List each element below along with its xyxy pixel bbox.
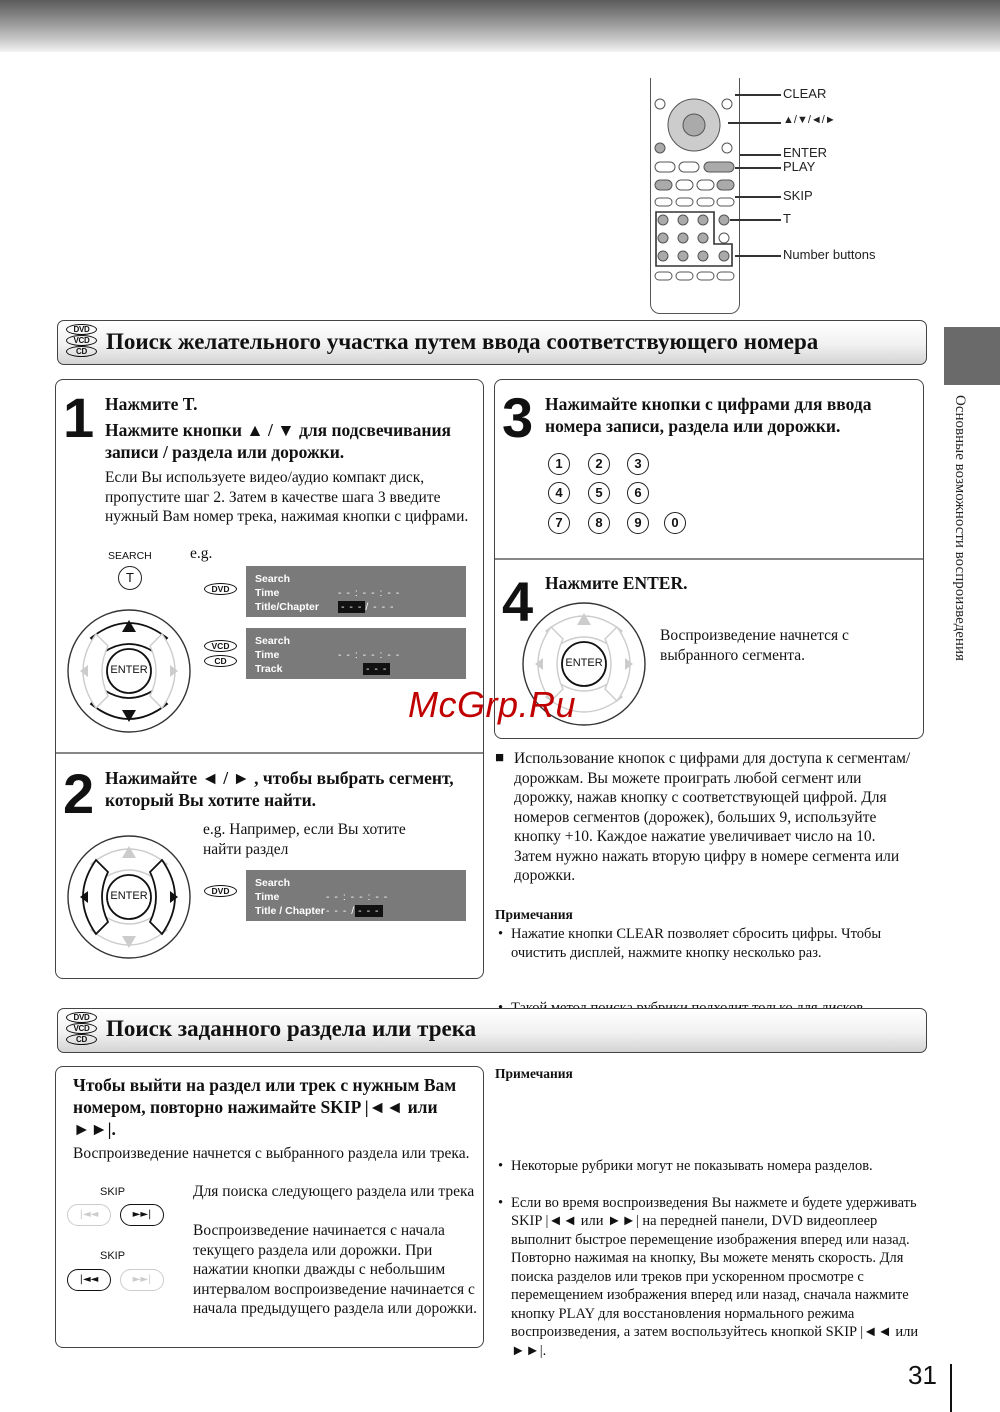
number-key-6: 6 [627,482,649,504]
notes-heading: Примечания [495,1066,573,1081]
label-number-buttons: Number buttons [783,247,876,262]
osd-title-chapter-label: Title/Chapter [255,601,319,613]
dvd-disc-icon: DVD [204,885,237,897]
osd-search-vcd-cd [246,628,466,679]
dvd-disc-icon: DVD [204,583,237,595]
osd-time-value: - - : - - : - - [326,891,389,903]
osd-search-dvd [246,566,466,617]
chapter-tab-marker [944,327,1000,385]
label-play: PLAY [783,159,816,174]
step-3-heading: Нажимайте кнопки с цифрами для ввода номера записи, раздела или дорожки. [545,394,872,436]
highlighted-field: - - - [363,663,390,675]
leader-line [728,122,781,124]
skip-next-button-dim: ►►| [120,1269,164,1291]
skip-heading: Чтобы выйти на раздел или трек с нужным Вам номером, повторно нажимайте SKIP |◄◄ или ►►|. [73,1075,457,1139]
osd-time-value: - - : - - : - - [338,649,401,661]
note-item: • Некоторые рубрики могут не показывать номера разделов. [498,1158,873,1174]
skip-label: SKIP [100,1186,126,1198]
leader-line [740,154,781,156]
chapter-side-label: Основные возможности воспроизведения [952,395,968,661]
section-header-chapter-search [57,1008,927,1053]
number-key-0: 0 [664,512,686,534]
label-clear: CLEAR [783,86,827,101]
step-1-line1: Нажмите T. [105,394,198,414]
step-2-eg: e.g. Например, если Вы хотите найти раздел [203,821,406,858]
highlighted-field: - - - [338,601,365,613]
skip-prev-button: |◄◄ [67,1269,111,1291]
cd-disc-icon: CD [204,655,237,667]
info-text: Использование кнопок с цифрами для доступа к сегментам/дорожкам. Вы можете проиграть любой сегмент или дорожку, нажав кнопку с соответствующей цифрой. Для номеров сегментов (дорожек), больших 9, используйте кнопку +10. Каждое нажатие увеличивает число на 10. Затем нужно нажать вторую цифру в номере сегмента или дорожки. [514,750,911,884]
step-2-number: 2 [63,762,95,825]
note-item: • Если во время воспроизведения Вы нажмете и будете удерживать SKIP |◄◄ или ►►| на передней панели, DVD видеоплеер выполнит быстрое перемещение изображения вперед или назад. Повторно нажимая на кнопку, Вы можете менять скорость. Для поиска разделов или треков при ускоренном просмотре с перемещением изображения вперед или назад, сначала нажмите кнопку PLAY для восстановления нормального режима воспроизведения, а затем воспользуйтесь кнопкой SKIP |◄◄ или ►►|. [498,1194,919,1359]
square-bullet-icon: ■ [495,750,505,766]
title-field: - - - / [326,905,356,917]
leader-line [730,219,781,221]
note-item: • Нажатие кнопки CLEAR позволяет сбросить цифры. Чтобы очистить дисплей, нажмите кнопку несколько раз. [498,926,882,961]
cd-disc-icon: CD [66,346,97,357]
leader-line [735,196,781,198]
step-1-line2: Нажмите кнопки ▲ / ▼ для подсвечивания записи / раздела или дорожки. [105,420,451,462]
vcd-disc-icon: VCD [204,640,237,652]
label-t: T [783,211,791,226]
section-title: Поиск желательного участка путем ввода соответствующего номера [106,329,819,354]
skip-next-text: Для поиска следующего раздела или трека [193,1183,475,1200]
label-arrows: ▲/▼/◄/► [783,114,836,126]
osd-search-label: Search [255,573,291,585]
cd-disc-icon: CD [66,1034,97,1045]
note-text: Если во время воспроизведения Вы нажмете и будете удерживать SKIP |◄◄ или ►►| на передней панели, DVD видеоплеер выполнит быстрое перемещение изображения вперед или назад. Повторно нажимая на кнопку, Вы можете менять скорость. Для поиска разделов или треков при ускоренном просмотре с перемещением изображения вперед или назад, сначала нажмите кнопку PLAY для восстановления нормального режима воспроизведения, а затем воспользуйтесь кнопкой SKIP |◄◄ или ►►|. [511,1194,919,1359]
t-key-icon: T [118,566,142,590]
page-number: 31 [908,1360,937,1390]
step-1-body: Если Вы используете видео/аудио компакт диск, пропустите шаг 2. Затем в качестве шага 3 введите нужный Вам номер трека, нажимая кнопки с цифрами. [105,469,469,525]
number-key-5: 5 [588,482,610,504]
remote-control-illustration [650,78,740,314]
osd-track-value [363,662,390,676]
page-number-rule [950,1364,952,1412]
leader-line [735,94,781,96]
label-enter: ENTER [783,145,828,160]
osd-time-label: Time [255,649,280,661]
skip-prev-button-dim: |◄◄ [67,1204,111,1226]
dvd-disc-icon: DVD [66,324,97,335]
skip-next-button: ►►| [120,1204,164,1226]
divider [56,752,483,754]
osd-title-chapter-value [326,904,383,918]
osd-title-chapter-value [338,600,395,614]
osd-time-label: Time [255,587,280,599]
osd-title-chapter-label: Title / Chapter [255,905,325,917]
disc-icons [66,324,97,357]
number-key-3: 3 [627,453,649,475]
label-skip: SKIP [783,188,813,203]
highlighted-field: - - - [355,905,382,917]
step-1-eg: e.g. [190,545,213,562]
vcd-disc-icon: VCD [66,1023,97,1034]
skip-body: Воспроизведение начнется с выбранного раздела или трека. [73,1145,470,1162]
remote-buttons-icon [651,78,741,314]
step-4-body: Воспроизведение начнется с выбранного сегмента. [660,627,849,664]
step-2-heading: Нажимайте ◄ / ► , чтобы выбрать сегмент, который Вы хотите найти. [105,768,454,810]
osd-search-label: Search [255,877,291,889]
osd-track-label: Track [255,663,283,675]
section-title: Поиск заданного раздела или трека [106,1016,477,1041]
notes-heading: Примечания [495,907,573,922]
top-gradient-band [0,0,1000,52]
dpad-up-down-icon [66,608,192,734]
number-key-4: 4 [548,482,570,504]
number-key-8: 8 [588,512,610,534]
osd-time-label: Time [255,891,280,903]
dvd-disc-icon: DVD [66,1012,97,1023]
divider [495,558,923,560]
note-text: Некоторые рубрики могут не показывать номера разделов. [511,1158,873,1174]
skip-label: SKIP [100,1250,126,1262]
watermark: McGrp.Ru [408,684,577,725]
leader-line [735,167,781,169]
number-key-7: 7 [548,512,570,534]
leader-line [735,255,781,257]
vcd-disc-icon: VCD [66,335,97,346]
number-key-9: 9 [627,512,649,534]
osd-time-value: - - : - - : - - [338,587,401,599]
dpad-left-right-icon [66,834,192,960]
osd-search-label: Search [255,635,291,647]
chapter-field: / - - - [365,601,395,613]
enter-label: ENTER [565,657,603,669]
enter-label: ENTER [110,890,148,902]
step-1-number: 1 [63,386,95,449]
enter-label: ENTER [110,664,148,676]
disc-icons [66,1012,97,1045]
note-text: Нажатие кнопки CLEAR позволяет сбросить цифры. Чтобы очистить дисплей, нажмите кнопку несколько раз. [511,926,882,961]
skip-prev-text: Воспроизведение начинается с начала текущего раздела или дорожки. При нажатии кнопки дважды с небольшим интервалом воспроизведение начинается с начала предыдущего раздела или дорожки. [193,1222,478,1317]
step-4-heading: Нажмите ENTER. [545,573,688,593]
section-header-number-search [57,320,927,365]
search-label: SEARCH [108,550,152,562]
osd-search-chapter [246,870,466,921]
number-key-2: 2 [588,453,610,475]
step-4-number: 4 [502,570,534,633]
number-key-1: 1 [548,453,570,475]
step-3-number: 3 [502,386,534,449]
